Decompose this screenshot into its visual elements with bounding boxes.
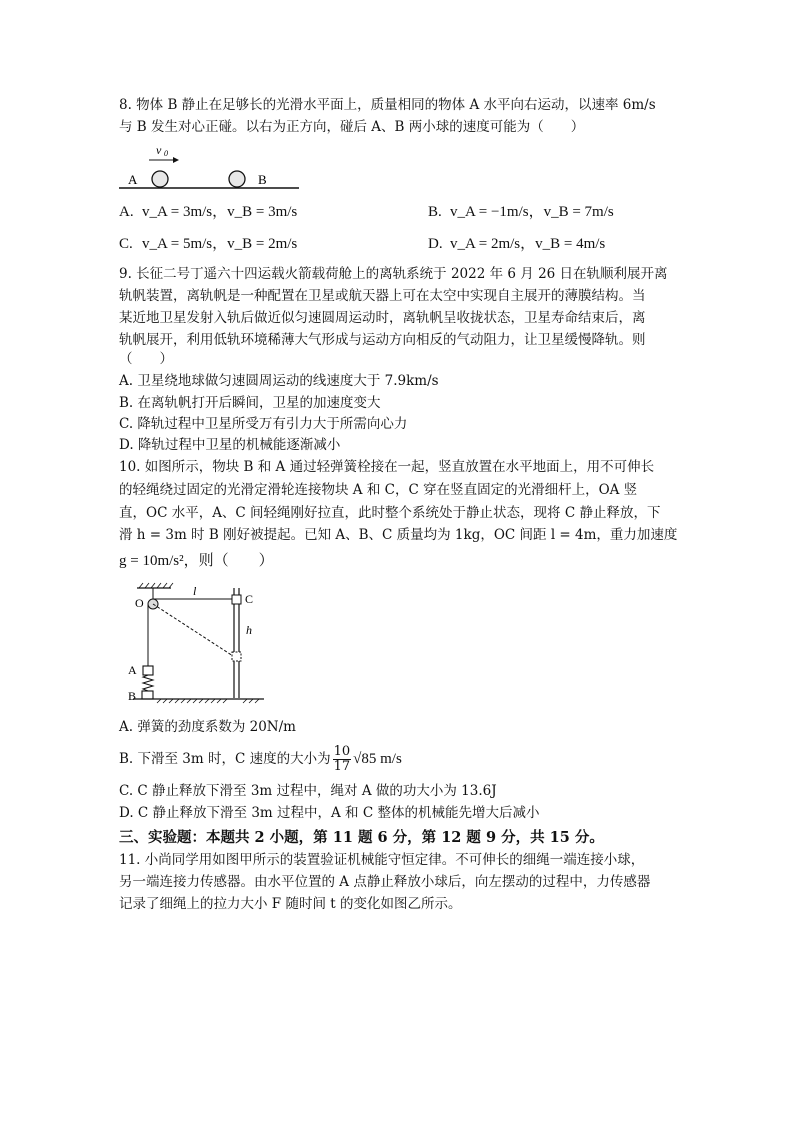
- q9-option-c: C. 降轨过程中卫星所受万有引力大于所需向心力: [119, 416, 408, 432]
- block-a: [143, 666, 153, 675]
- q10-pulley-figure: [119, 582, 279, 704]
- block-c-dashed: [232, 652, 241, 661]
- q11-line-2: 另一端连接力传感器。由水平位置的 A 点静止释放小球后，向左摆动的过程中，力传感器: [119, 874, 651, 890]
- q10-option-b: [119, 744, 402, 774]
- block-b: [142, 691, 153, 699]
- label-c: C: [245, 592, 254, 606]
- label-h: h: [246, 623, 252, 637]
- ball-b: [229, 171, 245, 187]
- svg-text:0: 0: [164, 149, 168, 158]
- q9-line-2: 轨帆装置，离轨帆是一种配置在卫星或航天器上可在太空中实现自主展开的薄膜结构。当: [119, 288, 646, 304]
- q8-option-d: D.: [428, 236, 443, 252]
- label-a: A: [128, 172, 138, 187]
- section-heading: 三、实验题：本题共 2 小题，第 11 题 6 分，第 12 题 9 分，共 15 分。: [119, 829, 604, 846]
- q9-option-a: A. 卫星绕地球做匀速圆周运动的线速度大于 7.9km/s: [119, 373, 439, 389]
- q10-line-3: 直，OC 水平，A、C 间轻绳刚好拉直，此时整个系统处于静止状态，现将 C 静止释放，下: [119, 505, 661, 521]
- fraction: [333, 745, 352, 774]
- fraction-numerator: 10: [333, 744, 351, 759]
- q9-line-1: 9. 长征二号丁遥六十四运载火箭载荷舱上的离轨系统于 2022 年 6 月 26 日在轨顺利展开离: [119, 266, 668, 282]
- label-a: A: [128, 663, 137, 677]
- q10-line-5: g = 10m/s²，则（ ）: [119, 553, 274, 569]
- fraction-denominator: 17: [333, 759, 351, 774]
- q10-option-d: D. C 静止释放下滑至 3m 过程中，A 和 C 整体的机械能先增大后减小: [119, 805, 540, 821]
- q11-line-3: 记录了细绳上的拉力大小 F 随时间 t 的变化如图乙所示。: [119, 896, 462, 912]
- q9-line-4: 轨帆展开，利用低轨环境稀薄大气形成与运动方向相反的气动阻力，让卫星缓慢降轨。则: [119, 332, 646, 348]
- q10-option-a: A. 弹簧的劲度系数为 20N/m: [119, 719, 296, 735]
- q8-collision-figure: [119, 142, 304, 194]
- q10-option-b-prefix: B. 下滑至 3m 时，C 速度的大小为: [119, 751, 331, 767]
- ball-a: [152, 171, 168, 187]
- q10-line-1: 10. 如图所示，物块 B 和 A 通过轻弹簧栓接在一起，竖直放置在水平地面上，用不可伸长: [119, 459, 655, 475]
- spring: [143, 675, 153, 691]
- q9-option-b: B. 在离轨帆打开后瞬间，卫星的加速度变大: [119, 395, 381, 411]
- q8-option-b: B.: [428, 204, 442, 220]
- fig-v0-label: v: [156, 143, 162, 157]
- q8-option-a: A.: [119, 204, 134, 220]
- block-c: [232, 595, 241, 604]
- q8-option-d-text: v_A = 2m/s，v_B = 4m/s: [450, 236, 606, 252]
- q10-line-4: 滑 h = 3m 时 B 刚好被提起。已知 A、B、C 质量均为 1kg，OC 间距 l = 4m，重力加速度: [119, 527, 678, 543]
- q10-line-2: 的轻绳绕过固定的光滑定滑轮连接物块 A 和 C，C 穿在竖直固定的光滑细杆上，OA 竖: [119, 482, 638, 498]
- label-b: B: [258, 172, 267, 187]
- q9-line-3: 某近地卫星发射入轨后做近似匀速圆周运动时，离轨帆呈收拢状态，卫星寿命结束后，离: [119, 310, 646, 326]
- q8-line-2: 与 B 发生对心正碰。以右为正方向，碰后 A、B 两小球的速度可能为（ ）: [119, 119, 585, 135]
- q10-option-b-suffix: √85 m/s: [353, 751, 402, 767]
- q8-option-b-text: v_A = −1m/s，v_B = 7m/s: [450, 204, 614, 220]
- q8-option-c: C.: [119, 236, 133, 252]
- q9-option-d: D. 降轨过程中卫星的机械能逐渐减小: [119, 437, 341, 453]
- label-o: O: [135, 596, 144, 610]
- q9-line-5: （ ）: [119, 351, 173, 367]
- q8-option-a-text: v_A = 3m/s，v_B = 3m/s: [142, 204, 298, 220]
- q10-option-c: C. C 静止释放下滑至 3m 过程中，绳对 A 做的功大小为 13.6J: [119, 783, 497, 799]
- q11-line-1: 11. 小尚同学用如图甲所示的装置验证机械能守恒定律。不可伸长的细绳一端连接小球，: [119, 852, 645, 868]
- rope-dashed: [153, 604, 233, 656]
- q8-option-c-text: v_A = 5m/s，v_B = 2m/s: [142, 236, 298, 252]
- label-b: B: [128, 689, 137, 703]
- q8-line-1: 8. 物体 B 静止在足够长的光滑水平面上，质量相同的物体 A 水平向右运动，以速率 6m/s: [119, 97, 656, 113]
- label-l: l: [193, 584, 197, 598]
